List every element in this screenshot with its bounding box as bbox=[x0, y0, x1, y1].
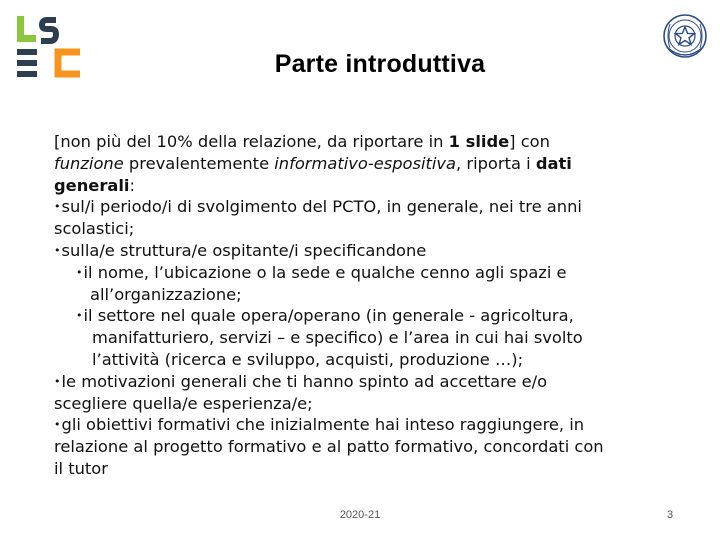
bullet-text: gli obiettivi formativi che inizialmente hai inteso raggiungere, in bbox=[61, 415, 585, 435]
bullet-continuation: il tutor bbox=[54, 458, 108, 478]
bullet-item bbox=[54, 196, 674, 218]
bullet-text: sulla/e struttura/e ospitante/i specificandone bbox=[61, 240, 427, 260]
bullet-icon: • bbox=[54, 418, 61, 432]
intro-line-2 bbox=[54, 153, 674, 175]
sub-bullet-continuation: l’attività (ricerca e sviluppo, acquisti, produzione …); bbox=[92, 349, 524, 369]
intro-text: : bbox=[129, 175, 136, 195]
bullet-continuation: relazione al progetto formativo e al patto formativo, concordati con bbox=[54, 437, 604, 457]
intro-text: ] con bbox=[509, 132, 550, 151]
intro-line-3 bbox=[54, 175, 674, 197]
bullet-text: sul/i periodo/i di svolgimento del PCTO, in generale, nei tre anni bbox=[61, 197, 582, 217]
intro-text: [non più del 10% della relazione, da riportare in bbox=[54, 132, 449, 151]
bullet-icon: • bbox=[54, 374, 61, 388]
bullet-icon: • bbox=[76, 265, 83, 279]
intro-text: prevalentemente bbox=[123, 153, 275, 173]
footer-date: 2020-21 bbox=[339, 509, 381, 521]
bullet-icon: • bbox=[54, 243, 61, 257]
sub-bullet-item bbox=[54, 262, 674, 284]
sub-bullet-item bbox=[54, 305, 674, 327]
bullet-continuation: scegliere quella/e esperienza/e; bbox=[54, 393, 313, 413]
slide-title: Parte introduttiva bbox=[274, 50, 486, 78]
bullet-item bbox=[54, 240, 674, 262]
bullet-text: le motivazioni generali che ti hanno spinto ad accettare e/o bbox=[61, 371, 548, 391]
intro-bold-1slide: 1 slide bbox=[448, 132, 510, 151]
bullet-continuation: scolastici; bbox=[54, 219, 135, 239]
sub-bullet-continuation: all’organizzazione; bbox=[90, 284, 242, 304]
slide-body bbox=[54, 131, 674, 480]
bullet-text: il settore nel quale opera/operano (in generale - agricoltura, bbox=[83, 306, 574, 326]
intro-line-1 bbox=[54, 131, 674, 153]
sub-bullet-continuation: manifatturiero, servizi – e specifico) e l’area in cui hai svolto bbox=[92, 328, 583, 348]
intro-italic: funzione bbox=[54, 153, 124, 173]
intro-italic: informativo-espositiva bbox=[274, 153, 457, 173]
intro-bold: dati bbox=[535, 153, 572, 173]
bullet-icon: • bbox=[54, 200, 61, 214]
bullet-item bbox=[54, 371, 674, 393]
bullet-icon: • bbox=[76, 309, 83, 323]
page-number: 3 bbox=[667, 509, 674, 521]
intro-bold: generali bbox=[54, 175, 130, 195]
bullet-text: il nome, l’ubicazione o la sede e qualche cenno agli spazi e bbox=[83, 262, 567, 282]
intro-text: , riporta i bbox=[456, 153, 536, 173]
bullet-item bbox=[54, 414, 674, 436]
